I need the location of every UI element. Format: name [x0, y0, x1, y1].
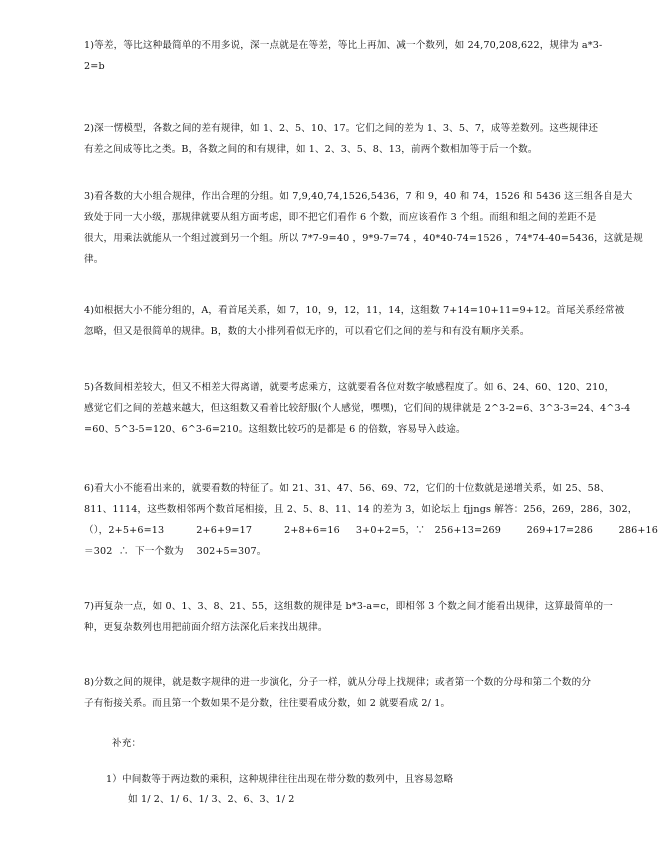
text-line: 6)看大小不能看出来的，就要看数的特征了。如 21、31、47、56、69、72，它们的十位数就是递增关系，如 25、58、	[84, 483, 610, 494]
supplement-item-1	[106, 769, 562, 790]
text-line: 2=b	[84, 61, 105, 72]
text-line: （），2+5+6=13 2+6+9=17 2+8+6=16 3+0+2=5，∵ 256+13=269 269+17=286 286+16	[84, 525, 658, 536]
text-line: =60、5^3-5=120、6^3-6=210。这组数比较巧的是都是 6 的倍数，容易导入歧途。	[84, 424, 466, 435]
text-line: ＝302 ∴ 下一个数为 302+5=307。	[84, 546, 267, 557]
paragraph-7	[84, 596, 613, 638]
paragraph-3	[84, 186, 643, 270]
text-line: 5)各数间相差较大，但又不相差大得离谱，就要考虑乘方，这就要看各位对数字敏感程度了。如 6、24、60、120、210，	[84, 382, 615, 393]
paragraph-1	[84, 35, 603, 77]
text-line: 感觉它们之间的差越来越大，但这组数又看着比较舒服(个人感觉，嘿嘿)，它们间的规律就是 2^3-2=6、3^3-3=24、4^3-4	[84, 403, 631, 414]
text-line: 2)深一愣模型，各数之间的差有规律，如 1、2、5、10、17。它们之间的差为 1、3、5、7，成等差数列。这些规律还	[84, 123, 599, 134]
paragraph-8	[84, 672, 592, 714]
text-line: 如 1/ 2、1/ 6、1/ 3、2、6、3、1/ 2	[128, 794, 295, 805]
text-line: 1)等差，等比这种最简单的不用多说，深一点就是在等差，等比上再加、减一个数列，如 24,70,208,622，规律为 a*3-	[84, 40, 603, 51]
text-line: 子有衔接关系。而且第一个数如果不是分数，往往要看成分数，如 2 就要看成 2/ 1。	[84, 698, 451, 709]
text-line: 3)看各数的大小组合规律，作出合理的分组。如 7,9,40,74,1526,5436，7 和 9，40 和 74，1526 和 5436 这三组各自是大	[84, 191, 633, 202]
text-line: 811、1114，这些数相邻两个数首尾相接，且 2、5、8、11、14 的差为 3，如论坛上 fjjngs 解答：256，269，286，302，	[84, 504, 638, 515]
supplement-example	[128, 789, 562, 810]
paragraph-6	[84, 478, 658, 562]
text-line: 种，更复杂数列也用把前面介绍方法深化后来找出规律。	[84, 622, 328, 633]
text-line: 1）中间数等于两边数的乘积，这种规律往往出现在带分数的数列中，且容易忽略	[106, 774, 454, 785]
text-line: 忽略，但又是很简单的规律。B，数的大小排列看似无序的，可以看它们之间的差与和有没有顺序关系。	[84, 326, 530, 337]
paragraph-2	[84, 118, 599, 160]
text-line: 补充：	[112, 738, 142, 749]
supplement-heading	[112, 733, 562, 754]
paragraph-4	[84, 300, 625, 342]
text-line: 致处于同一大小级，那规律就要从组方面考虑，即不把它们看作 6 个数，而应该看作 3 个组。而组和组之间的差距不是	[84, 212, 597, 223]
paragraph-5	[84, 377, 631, 440]
text-line: 很大，用乘法就能从一个组过渡到另一个组。所以 7*7-9=40 ，9*9-7=74 ，40*40-74=1526 ，74*74-40=5436，这就是规	[84, 233, 643, 244]
text-line: 7)再复杂一点，如 0、1、3、8、21、55，这组数的规律是 b*3-a=c，即相邻 3 个数之间才能看出规律，这算最简单的一	[84, 601, 613, 612]
text-line: 律。	[84, 254, 104, 265]
text-line: 有差之间成等比之类。B，各数之间的和有规律，如 1、2、3、5、8、13，前两个数相加等于后一个数。	[84, 144, 538, 155]
text-line: 4)如根据大小不能分组的，A，看首尾关系，如 7，10，9，12，11，14，这组数 7+14=10+11=9+12。首尾关系经常被	[84, 305, 625, 316]
text-line: 8)分数之间的规律，就是数字规律的进一步演化，分子一样，就从分母上找规律；或者第一个数的分母和第二个数的分	[84, 677, 592, 688]
